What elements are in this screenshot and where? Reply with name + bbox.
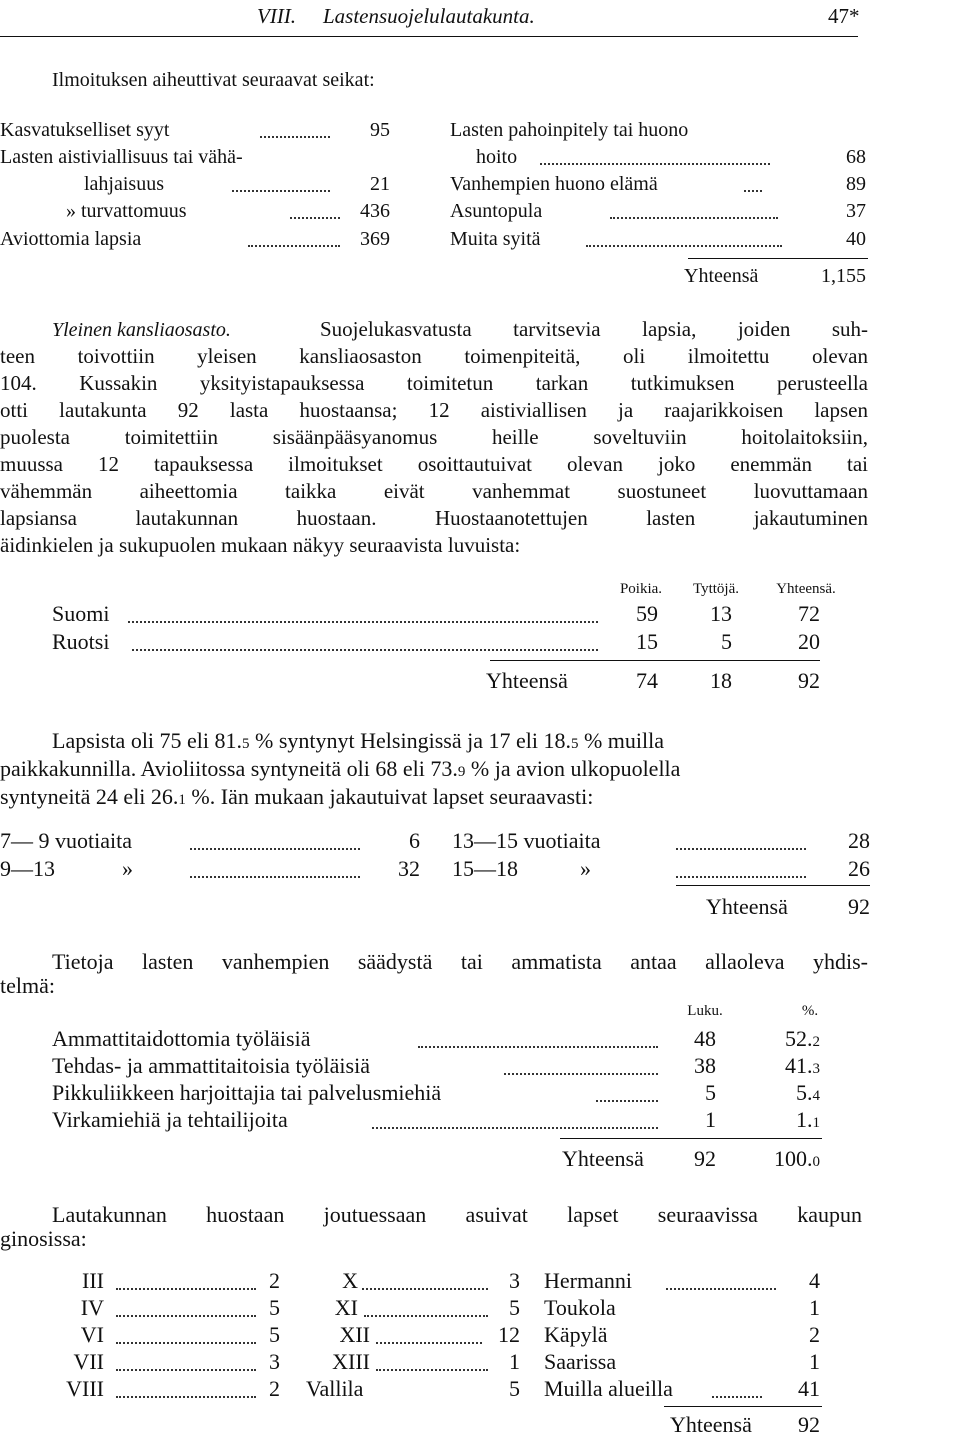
- district-value: 3: [509, 1268, 520, 1293]
- district-value: 5: [509, 1295, 520, 1320]
- occupation-label: Tehdas- ja ammattitaitoisia työläisiä: [52, 1053, 370, 1078]
- cause-label: Muita syitä: [450, 228, 541, 250]
- table-row-label: Suomi: [52, 601, 110, 626]
- district-value: 1: [809, 1295, 820, 1320]
- leader-dots: [116, 1315, 256, 1317]
- table-cell: 5: [721, 629, 732, 654]
- pct-int: 100.: [774, 1146, 813, 1171]
- text-fragment: paikkakunnilla. Avioliitossa syntyneitä oli 68 eli 73.: [0, 756, 458, 781]
- paragraph-line: äidinkielen ja sukupuolen mukaan näkyy seuraavista luvuista:: [0, 533, 521, 557]
- leader-dots: [610, 217, 778, 219]
- pct-int: 5.: [796, 1080, 813, 1105]
- leader-dots: [372, 1127, 658, 1129]
- district-label: Saarissa: [544, 1349, 617, 1374]
- text-fragment: % muilla: [578, 728, 664, 753]
- col-header-percent: %.: [801, 1003, 819, 1019]
- birth-line: [0, 786, 593, 808]
- text-fragment: syntyneitä 24 eli 26.: [0, 784, 179, 809]
- paragraph-line: Lautakunnan huostaan joutuessaan asuivat lapset seuraavissa kaupun: [52, 1202, 862, 1227]
- district-label: VI: [80, 1322, 104, 1347]
- cause-label: Vanhempien huono elämä: [450, 173, 658, 195]
- cause-value: 40: [846, 228, 866, 250]
- pct-dec: 2: [812, 1034, 820, 1050]
- age-label: 15—18: [452, 856, 518, 881]
- paragraph-line: Tietoja lasten vanhempien säädystä tai ammatista antaa allaoleva yhdis-: [52, 949, 868, 974]
- district-label: III: [82, 1268, 104, 1293]
- age-value: 6: [409, 828, 420, 853]
- cause-value: 95: [370, 119, 390, 141]
- language-total-label: Yhteensä: [486, 668, 568, 693]
- table-cell: 18: [710, 668, 732, 693]
- age-total-label: Yhteensä: [706, 894, 788, 919]
- text-fragment: %. Iän mukaan jakautuivat lapset seuraavasti:: [185, 784, 594, 809]
- leader-dots: [362, 1288, 488, 1290]
- total-rule: [560, 1138, 822, 1139]
- total-rule: [676, 885, 870, 886]
- decimal-digit: 5: [570, 736, 579, 752]
- leader-dots: [712, 1396, 762, 1398]
- table-cell: 72: [798, 601, 820, 626]
- decimal-digit: 5: [242, 736, 250, 752]
- parents-total-percent: [740, 1148, 820, 1170]
- leader-dots: [504, 1073, 658, 1075]
- occupation-percent: [740, 1082, 820, 1104]
- pct-dec: 3: [812, 1061, 820, 1077]
- district-label: XII: [339, 1322, 370, 1347]
- district-label: VIII: [66, 1376, 104, 1401]
- occupation-count: 1: [705, 1107, 716, 1132]
- paragraph-line: ginosissa:: [0, 1226, 87, 1251]
- leader-dots: [232, 190, 330, 192]
- ditto-mark: »: [122, 856, 133, 881]
- table-cell: 59: [636, 601, 658, 626]
- occupation-percent: [740, 1055, 820, 1077]
- occupation-label: Pikkuliikkeen harjoittajia tai palvelusmiehiä: [52, 1080, 442, 1105]
- table-cell: 74: [636, 668, 658, 693]
- cause-value: 37: [846, 200, 866, 222]
- district-label: IV: [80, 1295, 104, 1320]
- pct-int: 52.: [785, 1026, 813, 1051]
- section-heading: Yleinen kansliaosasto.: [52, 319, 231, 341]
- age-label: 7— 9 vuotiaita: [0, 828, 132, 853]
- cause-value: 21: [370, 173, 390, 195]
- causes-total-label: Yhteensä: [684, 265, 759, 287]
- leader-dots: [586, 245, 782, 247]
- paragraph-line: puolesta toimitettiin sisäänpääsyanomus heille soveltuviin hoitolaitoksiin,: [0, 425, 868, 449]
- occupation-percent: [740, 1028, 820, 1050]
- district-value: 1: [809, 1349, 820, 1374]
- district-label: Käpylä: [544, 1322, 608, 1347]
- age-value: 32: [398, 856, 420, 881]
- cause-label: Aviottomia lapsia: [0, 228, 142, 250]
- occupation-label: Virkamiehiä ja tehtailijoita: [52, 1107, 288, 1132]
- district-value: 4: [809, 1268, 820, 1293]
- parents-total-label: Yhteensä: [562, 1146, 644, 1171]
- leader-dots: [116, 1288, 256, 1290]
- occupation-count: 5: [705, 1080, 716, 1105]
- table-cell: 15: [636, 629, 658, 654]
- cause-label: » turvattomuus: [66, 200, 187, 222]
- district-label: Muilla alueilla: [544, 1376, 673, 1401]
- district-value: 5: [509, 1376, 520, 1401]
- cause-label: Lasten aistiviallisuus tai vähä-: [0, 146, 243, 168]
- pct-dec: 0: [812, 1154, 820, 1170]
- district-value: 12: [498, 1322, 520, 1347]
- district-label: Hermanni: [544, 1268, 632, 1293]
- leader-dots: [116, 1369, 256, 1371]
- district-label: VII: [73, 1349, 104, 1374]
- age-label: 9—13: [0, 856, 55, 881]
- district-value: 3: [269, 1349, 280, 1374]
- paragraph-line: muussa 12 tapauksessa ilmoitukset osoittautuivat olevan joko enemmän tai: [0, 452, 868, 476]
- district-value: 2: [809, 1322, 820, 1347]
- paragraph-line: lapsiansa lautakunnan huostaan. Huostaanotettujen lasten jakautuminen: [0, 506, 868, 530]
- district-label: XI: [334, 1295, 358, 1320]
- occupation-count: 38: [694, 1053, 716, 1078]
- cause-label: hoito: [476, 146, 518, 168]
- age-total-value: 92: [848, 894, 870, 919]
- leader-dots: [260, 136, 330, 138]
- leader-dots: [190, 876, 360, 878]
- parents-total-count: 92: [694, 1146, 716, 1171]
- age-value: 26: [848, 856, 870, 881]
- paragraph-line: teen toivottiin yleisen kansliaosaston toimenpiteitä, oli ilmoitettu olevan: [0, 344, 868, 368]
- paragraph-line: otti lautakunta 92 lasta huostaansa; 12 aistiviallisen ja raajarikkoisen lapsen: [0, 398, 868, 422]
- district-value: 2: [269, 1376, 280, 1401]
- total-rule: [490, 660, 820, 661]
- leader-dots: [128, 621, 598, 623]
- paragraph-line: telmä:: [0, 973, 55, 998]
- district-value: 5: [269, 1322, 280, 1347]
- col-header-boys: Poikia.: [619, 581, 663, 597]
- leader-dots: [540, 163, 770, 165]
- table-cell: 20: [798, 629, 820, 654]
- leader-dots: [116, 1342, 256, 1344]
- pct-int: 1.: [796, 1107, 813, 1132]
- occupation-count: 48: [694, 1026, 716, 1051]
- birth-line: [0, 758, 680, 780]
- district-label: Vallila: [306, 1376, 364, 1401]
- districts-total-label: Yhteensä: [670, 1412, 752, 1437]
- cause-value: 68: [846, 146, 866, 168]
- leader-dots: [376, 1369, 488, 1371]
- paragraph-line: vähemmän aiheettomia taikka eivät vanhemmat suostuneet luovuttamaan: [0, 479, 868, 503]
- col-header-count: Luku.: [687, 1003, 723, 1019]
- cause-label: Asuntopula: [450, 200, 543, 222]
- ditto-mark: »: [580, 856, 591, 881]
- leader-dots: [596, 1100, 658, 1102]
- leader-dots: [248, 245, 340, 247]
- pct-dec: 4: [812, 1088, 820, 1104]
- table-row-label: Ruotsi: [52, 629, 110, 654]
- age-value: 28: [848, 828, 870, 853]
- text-fragment: % ja avion ulkopuolella: [465, 756, 681, 781]
- table-cell: 92: [798, 668, 820, 693]
- cause-label: Kasvatukselliset syyt: [0, 119, 170, 141]
- leader-dots: [676, 848, 806, 850]
- header-title: Lastensuojelulautakunta.: [323, 4, 535, 28]
- decimal-digit: 1: [178, 792, 186, 808]
- occupation-label: Ammattitaidottomia työläisiä: [52, 1026, 311, 1051]
- table-cell: 13: [710, 601, 732, 626]
- occupation-percent: [740, 1109, 820, 1131]
- paragraph-line: 104. Kussakin yksityistapauksessa toimitetun tarkan tutkimuksen perusteella: [0, 371, 868, 395]
- text-fragment: Lapsista oli 75 eli 81.: [52, 728, 243, 753]
- total-rule: [688, 258, 868, 259]
- leader-dots: [418, 1046, 658, 1048]
- leader-dots: [190, 848, 360, 850]
- district-value: 2: [269, 1268, 280, 1293]
- cause-value: 369: [360, 228, 390, 250]
- leader-dots: [744, 190, 762, 192]
- col-header-girls: Tyttöjä.: [692, 581, 740, 597]
- cause-value: 89: [846, 173, 866, 195]
- leader-dots: [666, 1288, 776, 1290]
- text-fragment: % syntynyt Helsingissä ja 17 eli 18.: [249, 728, 571, 753]
- district-label: XIII: [332, 1349, 370, 1374]
- leader-dots: [364, 1315, 488, 1317]
- leader-dots: [116, 1396, 256, 1398]
- district-label: Toukola: [544, 1295, 616, 1320]
- leader-dots: [376, 1342, 482, 1344]
- age-label: 13—15 vuotiaita: [452, 828, 601, 853]
- leader-dots: [290, 217, 340, 219]
- district-value: 5: [269, 1295, 280, 1320]
- district-value: 41: [798, 1376, 820, 1401]
- causes-heading: Ilmoituksen aiheuttivat seuraavat seikat:: [52, 69, 375, 91]
- page-number: 47*: [828, 4, 860, 28]
- cause-label: Lasten pahoinpitely tai huono: [450, 119, 689, 141]
- pct-int: 41.: [785, 1053, 813, 1078]
- districts-total-value: 92: [798, 1412, 820, 1437]
- header-section: VIII.: [257, 4, 297, 28]
- paragraph-line: Suojelukasvatusta tarvitsevia lapsia, joiden suh-: [320, 317, 868, 341]
- causes-total-value: 1,155: [821, 265, 866, 287]
- leader-dots: [132, 649, 598, 651]
- district-label: X: [342, 1268, 358, 1293]
- col-header-total: Yhteensä.: [776, 581, 836, 597]
- header-rule: [0, 36, 858, 37]
- leader-dots: [676, 876, 806, 878]
- decimal-digit: 9: [457, 764, 466, 780]
- total-rule: [664, 1406, 822, 1407]
- cause-value: 436: [360, 200, 390, 222]
- birth-line: [52, 730, 664, 752]
- district-value: 1: [509, 1349, 520, 1374]
- cause-label: lahjaisuus: [84, 173, 164, 195]
- pct-dec: 1: [812, 1115, 820, 1131]
